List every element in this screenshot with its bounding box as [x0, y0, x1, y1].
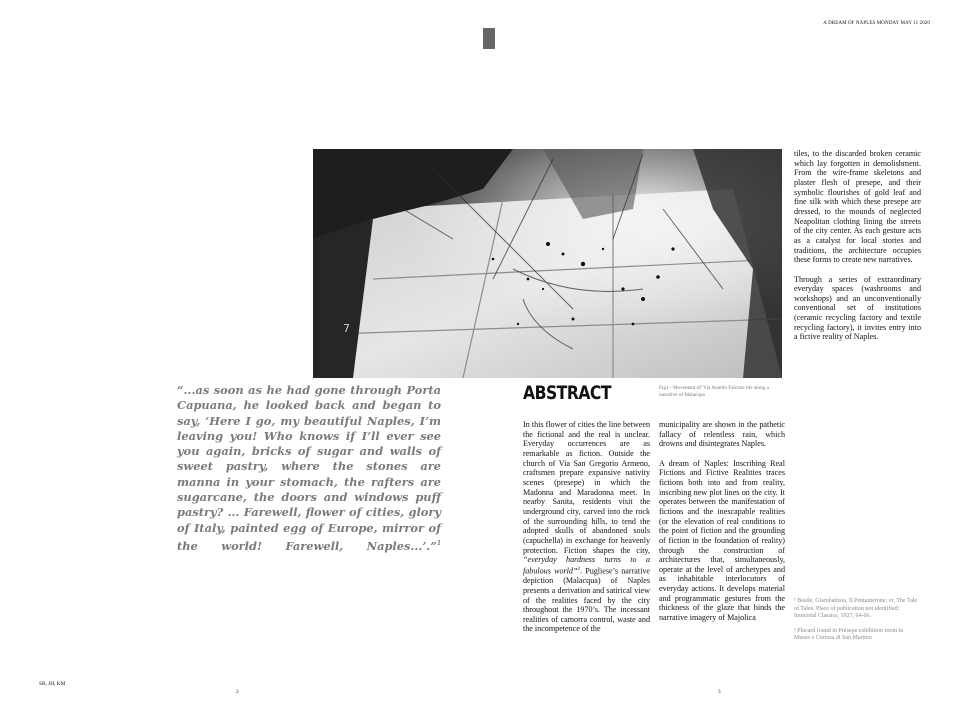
abstract-paragraph: municipality are shown in the pathetic fallacy of relentless rain, which drowns and disintegrates Naples. — [659, 420, 785, 449]
epigraph-text: “...as soon as he had gone through Porta Capuana, he looked back and began to say, ‘Here I go, my beautiful Naples, I’m leaving you! Who knows if I’ll ever see you again, bricks of sugar and walls of sweet pastry, where the stones are manna in your stomach, the rafters are sugarcane, the doors and windows puff pastry? ... Farewell, flower of cities, glory of Italy, painted egg of Europe, mirror of the world! Farewell, Naples...’.” — [177, 383, 441, 553]
abstract-paragraph: tiles, to the discarded broken ceramic which lay forgotten in demolishment. From the wire-frame skeletons and plaster flesh of presepe, and their symbolic flourishes of gold leaf and fine silk with which these presepe are dressed, to the mounds of neglected Neapolitan clothing lining the streets of the city center. As each gesture acts as a catalyst for local stories and traditions, the architecture occupies these forms to create new narratives. — [794, 149, 921, 265]
inline-footnote-marker: 2 — [577, 566, 580, 572]
abstract-column-2 — [659, 420, 785, 632]
page-number-left: 2 — [236, 689, 239, 695]
footer-authors: SB, JH, KM — [39, 681, 66, 687]
footnote-2: ² Placard found in Presepe exhibition room in Museo e Certosa di San Martino — [794, 627, 904, 642]
figure-caption: Fig1 - Movement of 'Via Aniello Falcone tile along a narrative of Malacqua — [659, 385, 769, 398]
epigraph-quote — [177, 383, 441, 554]
footnote-1: ¹ Basile, Giambattista, Il Pentamerone; or, The Tale of Tales. Place of publication not identified: Immortal Classics, 1927, 64-66. — [794, 598, 918, 620]
photo-tile-number: 7 — [343, 322, 350, 335]
abstract-paragraph: In this flower of cities the line between the fictional and the real is unclear. Everyday occurrences are as remarkable as fiction. Outside the church of Via San Gregorio Armeno, craftsmen prepare expansive nativity scenes (presepe) in which the Madonna and Maradonna meet. In nearby Sanita, residents visit the underground city, carved into the rock of the surrounding hills, to tend the adopted skulls of abandoned souls (capuchella) in exchange for heavenly protection. Fiction shapes the city, “everyday hardness turns to a fabulous world”$^2$. Pugliese’s narrative depiction (Malacqua) of Naples presents a derivation and satirical view of the realities faced by the city throughout the 1970’s. The incessant realities of camorra control, waste and the incompetence of the — [523, 420, 650, 634]
inline-quote: “everyday hardness turns to a fabulous world” — [523, 555, 650, 576]
page-fold-marker — [483, 28, 495, 49]
epigraph-footnote-marker: 1 — [436, 539, 441, 547]
abstract-column-3 — [794, 149, 921, 352]
figure-photo — [313, 149, 782, 378]
footnotes — [794, 598, 920, 650]
abstract-heading: ABSTRACT — [523, 382, 611, 404]
abstract-paragraph: Through a series of extraordinary everyday spaces (washrooms and workshops) and an unconventionally conventional set of institutions (ceramic recycling factory and textile recycling factory), it invites entry into a fictive reality of Naples. — [794, 274, 921, 342]
running-header: A DREAM OF NAPLES MONDAY MAY 11 2020 — [823, 21, 930, 26]
page-number-right: 3 — [718, 689, 721, 695]
abstract-column-1 — [523, 420, 650, 644]
abstract-paragraph: A dream of Naples: Inscribing Real Fictions and Fictive Realities traces fictions both into and from reality, inscribing new plot lines on the city. It operates between the manifestation of fictions and the inescapable realities (or the elevation of real conditions to the point of fiction and the grounding of fiction in the foundation of reality) through the construction of architectures that, simultaneously, operate at the level of archetypes and as inhabitable interlocutors of everyday actions. It develops material and programmatic gestures from the thickness of the glaze that binds the narrative imagery of Majolica — [659, 458, 785, 623]
